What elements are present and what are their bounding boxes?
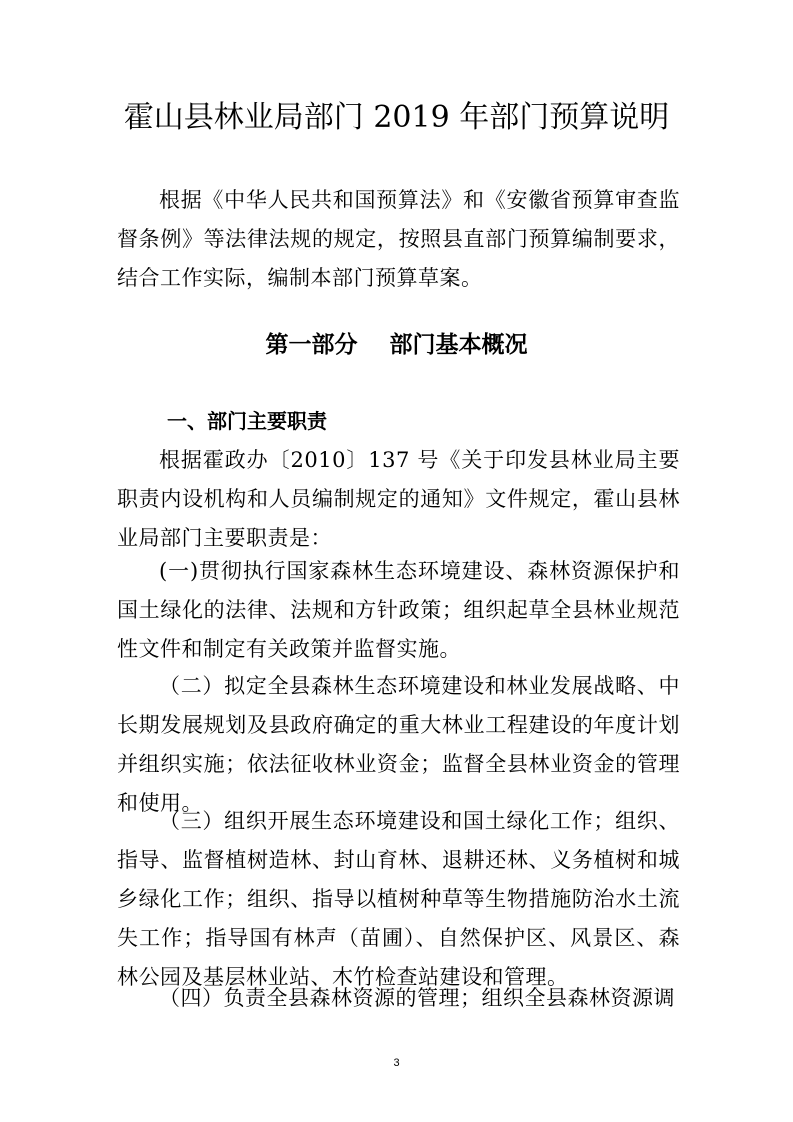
duty-item-3: （三）组织开展生态环境建设和国土绿化工作；组织、指导、监督植树造林、封山育林、退耕还林、义务植树和城乡绿化工作；组织、指导以植树种草等生物措施防治水土流失工作；指导国有林声（苗圃）、自然保护区、风景区、森林公园及基层林业站、木竹检查站建设和管理。: [117, 809, 680, 989]
document-title: 霍山县林业局部门 2019 年部门预算说明: [123, 100, 670, 135]
duty-item-4: （四）负责全县森林资源的管理；组织全县森林资源调: [159, 986, 675, 1010]
section-one-heading: 一、部门主要职责: [167, 409, 327, 433]
page-number: 3: [393, 1057, 400, 1069]
part-one-heading: 第一部分 部门基本概况: [265, 332, 528, 358]
duty-item-1: (一)贯彻执行国家森林生态环境建设、森林资源保护和国土绿化的法律、法规和方针政策；组织起草全县林业规范性文件和制定有关政策并监督实施。: [117, 559, 680, 661]
basis-paragraph: 根据霍政办〔2010〕137 号《关于印发县林业局主要职责内设机构和人员编制规定的通知》文件规定，霍山县林业局部门主要职责是：: [117, 448, 680, 550]
intro-paragraph: 根据《中华人民共和国预算法》和《安徽省预算审查监督条例》等法律法规的规定，按照县直部门预算编制要求，结合工作实际，编制本部门预算草案。: [117, 188, 680, 290]
duty-item-2: （二）拟定全县森林生态环境建设和林业发展战略、中长期发展规划及县政府确定的重大林业工程建设的年度计划并组织实施；依法征收林业资金；监督全县林业资金的管理和使用。: [117, 674, 680, 815]
